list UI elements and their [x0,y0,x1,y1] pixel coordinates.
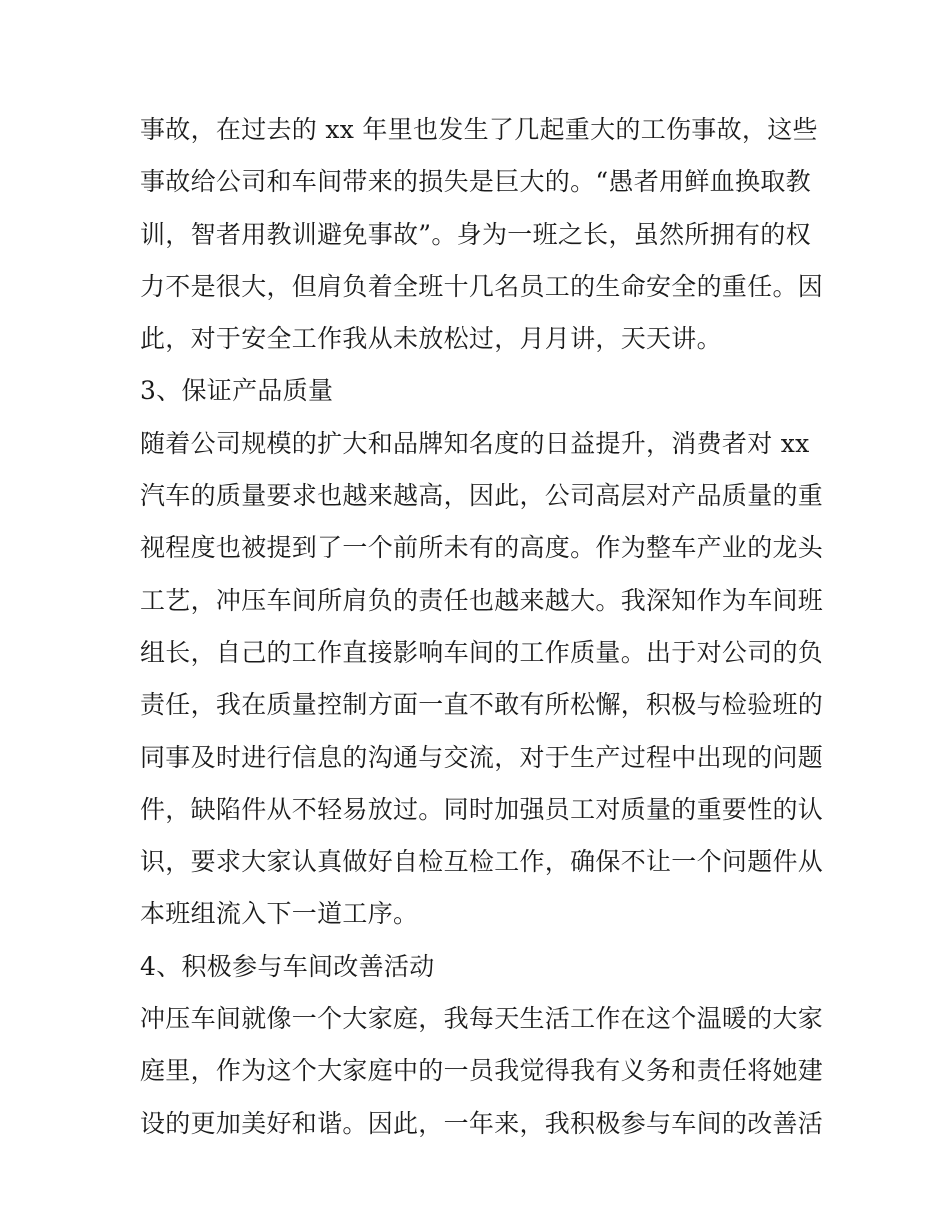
text-line: 此，对于安全工作我从未放松过，月月讲，天天讲。 [140,324,722,354]
text-line: 识，要求大家认真做好自检互检工作，确保不让一个问题件从 [140,847,824,877]
section-heading: 4、积极参与车间改善活动 [140,951,435,981]
text-line: 庭里，作为这个大家庭中的一员我觉得我有义务和责任将她建 [140,1056,824,1086]
text-line: 训，智者用教训避免事故”。身为一班之长，虽然所拥有的权 [140,219,811,249]
text-line: 工艺，冲压车间所肩负的责任也越来越大。我深知作为车间班 [140,585,824,615]
text-line: 事故给公司和车间带来的损失是巨大的。“愚者用鲜血换取教 [140,167,811,197]
text-line: 同事及时进行信息的沟通与交流，对于生产过程中出现的问题 [140,742,824,772]
text-line: 事故，在过去的 xx 年里也发生了几起重大的工伤事故，这些 [140,115,818,144]
section-heading: 3、保证产品质量 [140,376,334,406]
text-line: 视程度也被提到了一个前所未有的高度。作为整车产业的龙头 [140,533,824,563]
text-line: 力不是很大，但肩负着全班十几名员工的生命安全的重任。因 [140,271,824,301]
document-body [140,104,824,1150]
text-line: 本班组流入下一道工序。 [140,899,419,929]
text-line: 组长，自己的工作直接影响车间的工作质量。出于对公司的负 [140,637,824,667]
text-line: 责任，我在质量控制方面一直不敢有所松懈，积极与检验班的 [140,690,824,720]
text-line: 件，缺陷件从不轻易放过。同时加强员工对质量的重要性的认 [140,794,824,824]
text-line: 冲压车间就像一个大家庭，我每天生活工作在这个温暖的大家 [140,1004,824,1034]
text-line: 设的更加美好和谐。因此，一年来，我积极参与车间的改善活 [140,1108,824,1138]
text-line: 汽车的质量要求也越来越高，因此，公司高层对产品质量的重 [140,481,824,511]
text-line: 随着公司规模的扩大和品牌知名度的日益提升，消费者对 xx [140,428,810,458]
